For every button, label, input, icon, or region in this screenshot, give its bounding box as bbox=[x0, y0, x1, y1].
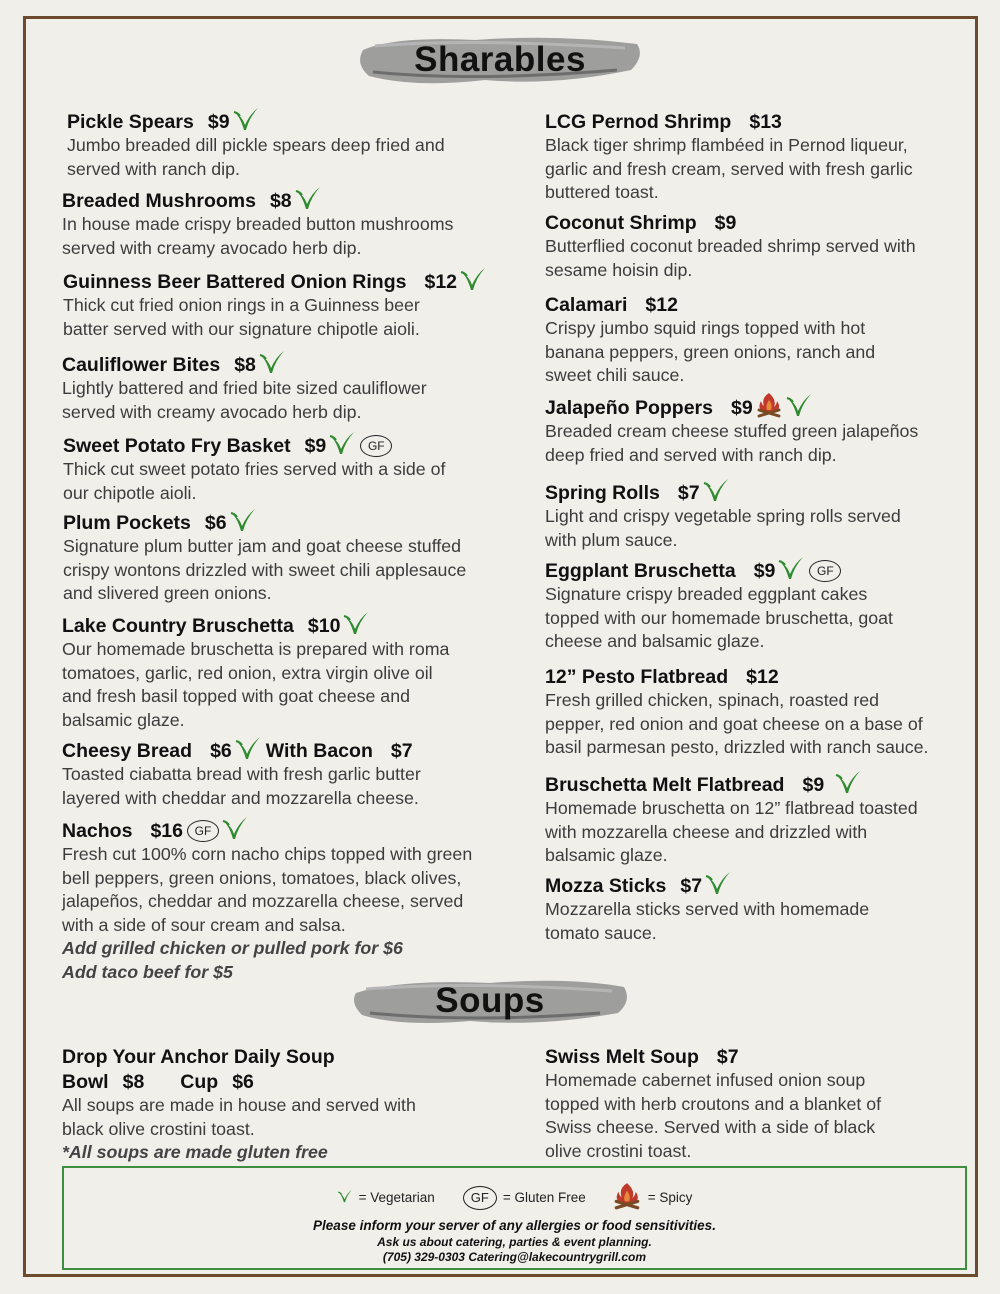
bowl-price: $8 bbox=[122, 1070, 145, 1093]
item-desc-line: crispy wontons drizzled with sweet chili applesauce bbox=[63, 559, 467, 580]
item-desc-line: deep fried and served with ranch dip. bbox=[545, 444, 837, 465]
item-price: $9 bbox=[304, 434, 327, 457]
item-name: Coconut Shrimp bbox=[545, 211, 697, 234]
item-desc-line: topped with our homemade bruschetta, goat bbox=[545, 607, 893, 628]
item-name: Jalapeño Poppers bbox=[545, 396, 713, 419]
item-name: Mozza Sticks bbox=[545, 874, 667, 897]
menu-item-spring-rolls bbox=[545, 481, 901, 552]
item-desc-line: In house made crispy breaded button mushrooms bbox=[62, 214, 454, 234]
item-desc-line: Light and crispy vegetable spring rolls served bbox=[545, 506, 901, 526]
item-desc-line: Homemade bruschetta on 12” flatbread toasted bbox=[545, 798, 918, 818]
menu-item-nachos bbox=[62, 819, 472, 984]
section-title-sharables: Sharables bbox=[414, 40, 586, 79]
item-note: Add taco beef for $5 bbox=[62, 961, 233, 982]
item-desc-line: Crispy jumbo squid rings topped with hot bbox=[545, 318, 866, 338]
item-desc-line: and slivered green onions. bbox=[63, 583, 272, 603]
gluten-free-icon: GF bbox=[809, 560, 841, 582]
menu-item-sweet-potato-fry-basket bbox=[63, 434, 445, 505]
item-desc-line: cheese and balsamic glaze. bbox=[545, 631, 765, 651]
legend-box bbox=[62, 1166, 967, 1270]
gluten-free-icon: GF bbox=[187, 820, 219, 842]
sharables-banner bbox=[355, 30, 645, 90]
menu-item-eggplant-bruschetta bbox=[545, 559, 893, 654]
contact-info: (705) 329-0303 Catering@lakecountrygrill.com bbox=[382, 1250, 647, 1264]
item-name: Bruschetta Melt Flatbread bbox=[545, 773, 785, 796]
menu-item-calamari bbox=[545, 293, 875, 388]
cup-label: Cup bbox=[180, 1070, 219, 1093]
item-desc-line: layered with cheddar and mozzarella cheese. bbox=[62, 787, 419, 808]
menu-item-bruschetta-melt-flatbread bbox=[545, 773, 918, 868]
item-desc-line: served with ranch dip. bbox=[67, 158, 240, 179]
allergy-note: Please inform your server of any allergies or food sensitivities. bbox=[313, 1218, 716, 1233]
catering-note: Ask us about catering, parties & event planning. bbox=[377, 1235, 652, 1249]
item-desc-line: served with creamy avocado herb dip. bbox=[62, 401, 362, 422]
item-desc-line: with mozzarella cheese and drizzled with bbox=[545, 821, 868, 842]
item-desc-line: pepper, red onion and goat cheese on a base of bbox=[545, 713, 923, 734]
item-desc-line: Toasted ciabatta bread with fresh garlic butter bbox=[62, 764, 421, 784]
item-name: Spring Rolls bbox=[545, 481, 660, 504]
item-name: Cauliflower Bites bbox=[62, 353, 221, 376]
bowl-label: Bowl bbox=[62, 1070, 109, 1093]
menu-item-coconut-shrimp bbox=[545, 211, 916, 282]
item-desc-line: Thick cut sweet potato fries served with a side of bbox=[63, 459, 446, 479]
item-name: 12” Pesto Flatbread bbox=[545, 665, 729, 688]
menu-item-cheesy-bread bbox=[62, 739, 421, 810]
item-desc-line: batter served with our signature chipotle aioli. bbox=[63, 318, 420, 339]
item-desc-line: Thick cut fried onion rings in a Guinness beer bbox=[63, 295, 420, 315]
item-desc-line: sesame hoisin dip. bbox=[545, 259, 693, 280]
menu-item-mozza-sticks bbox=[545, 874, 869, 945]
item-price: $12 bbox=[746, 665, 779, 688]
item-desc-line: our chipotle aioli. bbox=[63, 482, 197, 503]
item-name: Sweet Potato Fry Basket bbox=[63, 434, 291, 457]
item-desc-line: All soups are made in house and served with bbox=[62, 1095, 416, 1115]
item-desc-line: Swiss cheese. Served with a side of black bbox=[545, 1117, 876, 1137]
item-price: $9 bbox=[730, 396, 753, 419]
item-name: Breaded Mushrooms bbox=[62, 189, 256, 212]
menu-item-onion-rings bbox=[63, 270, 487, 341]
menu-item-cauliflower-bites bbox=[62, 353, 427, 424]
item-note: Add grilled chicken or pulled pork for $6 bbox=[62, 938, 403, 958]
item-desc-line: Butterflied coconut breaded shrimp served with bbox=[545, 236, 916, 256]
menu-item-jalapeno-poppers bbox=[545, 396, 918, 467]
legend-gf-label: = Gluten Free bbox=[502, 1190, 586, 1205]
item-price: $9 bbox=[207, 110, 230, 133]
section-title-soups: Soups bbox=[435, 981, 545, 1020]
spicy-fire-icon bbox=[612, 1182, 642, 1213]
item-desc-line: Jumbo breaded dill pickle spears deep fried and bbox=[67, 135, 445, 155]
item-desc-line: banana peppers, green onions, ranch and bbox=[545, 341, 876, 362]
item-desc-line: buttered toast. bbox=[545, 182, 659, 202]
item-price: $13 bbox=[749, 110, 782, 133]
item-name: Plum Pockets bbox=[63, 511, 191, 534]
cup-price: $6 bbox=[232, 1070, 254, 1093]
item-price: $10 bbox=[307, 614, 341, 637]
item-desc-line: Fresh cut 100% corn nacho chips topped with green bbox=[62, 844, 473, 864]
item-desc-line: topped with herb croutons and a blanket of bbox=[545, 1093, 882, 1114]
item-desc-line: tomato sauce. bbox=[545, 922, 657, 943]
menu-item-pernod-shrimp bbox=[545, 110, 913, 205]
item-name: Cheesy Bread bbox=[62, 739, 193, 762]
item-desc-line: black olive crostini toast. bbox=[62, 1118, 255, 1139]
item-desc-line: Signature crispy breaded eggplant cakes bbox=[545, 584, 868, 604]
soups-banner bbox=[350, 971, 630, 1031]
item-desc-line: Lightly battered and fried bite sized cauliflower bbox=[62, 378, 427, 398]
legend-spicy-label: = Spicy bbox=[647, 1190, 693, 1205]
soup-item-swiss-melt bbox=[545, 1045, 881, 1163]
item-desc-line: Breaded cream cheese stuffed green jalapeños bbox=[545, 421, 919, 441]
item-desc-line: Mozzarella sticks served with homemade bbox=[545, 899, 870, 919]
item-desc-line: tomatoes, garlic, red onion, extra virgin olive oil bbox=[62, 662, 433, 683]
menu-item-pesto-flatbread bbox=[545, 665, 928, 760]
item-name: Swiss Melt Soup bbox=[545, 1045, 699, 1068]
item-name: Lake Country Bruschetta bbox=[62, 614, 294, 637]
item-price: $7 bbox=[716, 1045, 739, 1068]
item-price: $9 bbox=[714, 211, 737, 234]
item-price: $12 bbox=[424, 270, 458, 293]
menu-item-plum-pockets bbox=[63, 511, 466, 606]
item-desc-line: jalapeños, cheddar and mozzarella cheese, served bbox=[62, 891, 464, 911]
soup-note: *All soups are made gluten free bbox=[62, 1142, 328, 1162]
item-name: Drop Your Anchor Daily Soup bbox=[62, 1045, 335, 1068]
item-desc-line: Homemade cabernet infused onion soup bbox=[545, 1070, 866, 1090]
item-price: $12 bbox=[645, 293, 678, 316]
item-extra-price: $7 bbox=[390, 739, 413, 762]
item-price: $9 bbox=[802, 773, 825, 796]
soup-item-daily bbox=[62, 1045, 416, 1165]
menu-item-pickle-spears bbox=[67, 110, 445, 181]
item-desc-line: with a side of sour cream and salsa. bbox=[62, 914, 346, 935]
item-name: Eggplant Bruschetta bbox=[545, 559, 736, 582]
item-price: $16 bbox=[150, 819, 183, 842]
item-desc-line: olive crostini toast. bbox=[545, 1140, 692, 1161]
item-desc-line: and fresh basil topped with goat cheese and bbox=[62, 686, 410, 706]
item-name: Calamari bbox=[545, 293, 628, 316]
item-desc-line: balsamic glaze. bbox=[62, 709, 185, 730]
vegetarian-leaf-icon bbox=[459, 266, 487, 298]
item-desc-line: Fresh grilled chicken, spinach, roasted red bbox=[545, 690, 880, 710]
item-desc-line: served with creamy avocado herb dip. bbox=[62, 237, 362, 258]
item-name: Nachos bbox=[62, 819, 133, 842]
item-desc-line: Black tiger shrimp flambéed in Pernod liqueur, bbox=[545, 135, 908, 155]
vegetarian-leaf-icon bbox=[337, 1187, 353, 1208]
item-name: Pickle Spears bbox=[67, 110, 194, 133]
item-desc-line: Our homemade bruschetta is prepared with roma bbox=[62, 639, 450, 659]
item-desc-line: Signature plum butter jam and goat cheese stuffed bbox=[63, 536, 462, 556]
item-price: $6 bbox=[210, 739, 232, 762]
item-desc-line: basil parmesan pesto, drizzled with ranch sauce. bbox=[545, 737, 929, 757]
legend-vegetarian bbox=[337, 1187, 435, 1208]
legend-row bbox=[64, 1182, 965, 1213]
legend-gluten-free bbox=[459, 1186, 586, 1210]
item-extra: With Bacon bbox=[265, 739, 373, 762]
item-price: $8 bbox=[269, 189, 292, 212]
item-desc-line: balsamic glaze. bbox=[545, 845, 668, 865]
item-desc-line: bell peppers, green onions, tomatoes, black olives, bbox=[62, 867, 462, 888]
item-name: Guinness Beer Battered Onion Rings bbox=[63, 270, 407, 293]
menu-item-lake-country-bruschetta bbox=[62, 614, 449, 732]
gluten-free-icon: GF bbox=[463, 1186, 497, 1210]
item-price: $8 bbox=[234, 353, 256, 376]
legend-veg-label: = Vegetarian bbox=[358, 1190, 435, 1205]
item-price: $6 bbox=[204, 511, 227, 534]
menu-item-breaded-mushrooms bbox=[62, 189, 453, 260]
item-price: $7 bbox=[680, 874, 703, 897]
legend-spicy bbox=[610, 1182, 693, 1213]
item-price: $9 bbox=[753, 559, 776, 582]
item-price: $7 bbox=[677, 481, 700, 504]
gluten-free-icon: GF bbox=[360, 435, 392, 457]
item-desc-line: sweet chili sauce. bbox=[545, 365, 685, 385]
item-desc-line: with plum sauce. bbox=[545, 529, 678, 550]
item-desc-line: garlic and fresh cream, served with fresh garlic bbox=[545, 158, 913, 179]
item-name: LCG Pernod Shrimp bbox=[545, 110, 732, 133]
